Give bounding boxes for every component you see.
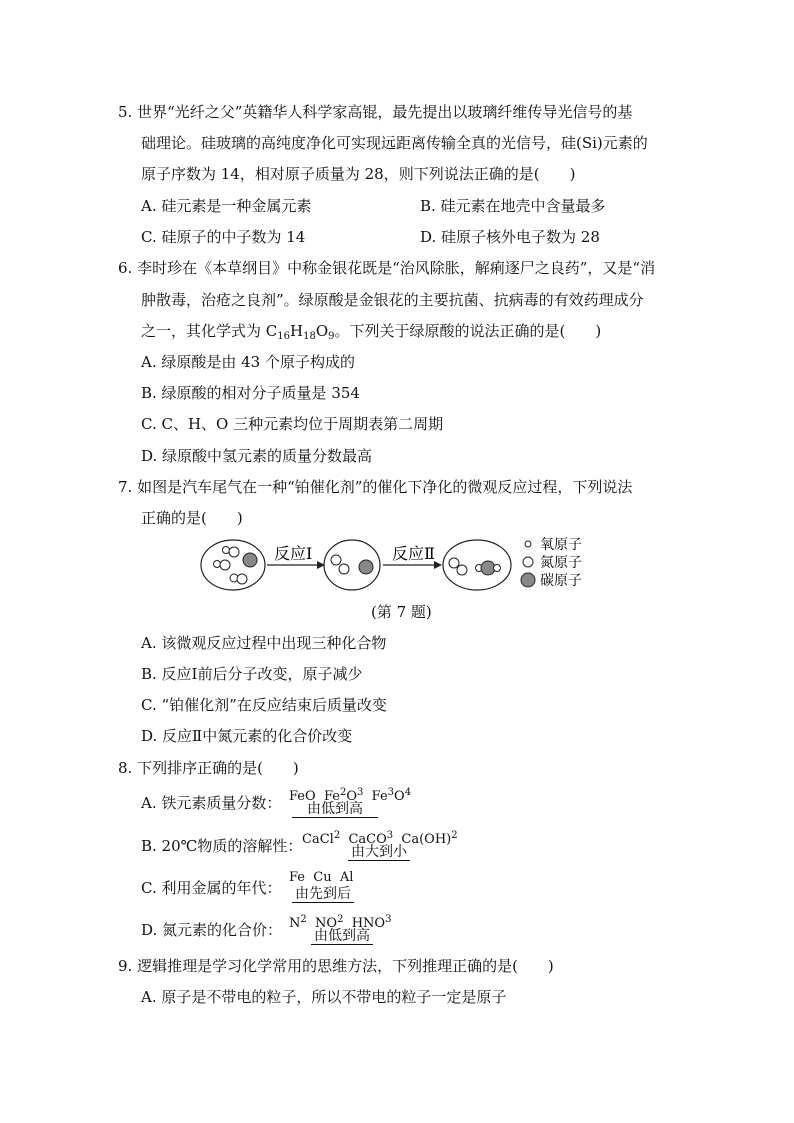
q8-option-b-label[interactable]: B. 20℃物质的溶解性： xyxy=(141,837,303,855)
q6-stem-line2: 肿散毒，治疮之良剂”。绿原酸是金银花的主要抗菌、抗病毒的有效药理成分 xyxy=(141,291,644,309)
q5-option-a[interactable]: A. 硅元素是一种金属元素 xyxy=(141,197,312,215)
nitrogen-atom xyxy=(449,558,459,568)
q8-option-b-formulas: CaCl$^2$ CaCO$^3$ Ca(OH)$^2$ xyxy=(302,830,458,847)
oxygen-atom xyxy=(214,561,221,568)
q9-option-a[interactable]: A. 原子是不带电的粒子，所以不带电的粒子一定是原子 xyxy=(141,988,507,1006)
q8-option-c-order: 由先到后 xyxy=(292,886,354,903)
nitrogen-atom xyxy=(457,565,467,575)
q7-figure-caption: (第 7 题) xyxy=(371,603,432,621)
q6-option-c[interactable]: C. C、H、O 三种元素均位于周期表第二周期 xyxy=(141,415,444,433)
q5-stem-line3: 原子序数为 14，相对原子质量为 28，则下列说法正确的是( ) xyxy=(141,165,576,183)
q8-option-d-formulas: $N^2$ $NO^2$ HNO$^3$ xyxy=(289,914,392,931)
legend-oxygen-label: 氧原子 xyxy=(540,537,582,553)
q8-option-d-label[interactable]: D. 氮元素的化合价： xyxy=(141,921,283,939)
arrow-2-label: 反应Ⅱ xyxy=(392,544,435,563)
legend-nitrogen-label: 氮原子 xyxy=(540,555,582,571)
q7-option-a[interactable]: A. 该微观反应过程中出现三种化合物 xyxy=(141,634,387,652)
nitrogen-atom xyxy=(237,574,247,584)
legend-nitrogen-marker xyxy=(523,557,533,567)
q8-option-a-label[interactable]: A. 铁元素质量分数： xyxy=(141,794,282,812)
oxygen-atom xyxy=(223,547,230,554)
q7-option-c[interactable]: C. “铂催化剂”在反应结束后质量改变 xyxy=(141,696,387,714)
q8-option-d-order: 由低到高 xyxy=(311,928,373,945)
nitrogen-atom xyxy=(220,560,230,570)
q5-option-c[interactable]: C. 硅原子的中子数为 14 xyxy=(141,228,306,246)
q8-stem: 8. 下列排序正确的是( ) xyxy=(118,759,299,777)
q6-stem-line3: 之一，其化学式为 $C_{16}H_{18}O_9$。下列关于绿原酸的说法正确的是( ) xyxy=(141,322,602,342)
carbon-atom xyxy=(359,560,373,574)
q8-option-a-formulas: FeO $Fe^2O^3$ $Fe^3O^4$ xyxy=(289,787,412,804)
q8-option-c-label[interactable]: C. 利用金属的年代： xyxy=(141,879,282,897)
q6-option-d[interactable]: D. 绿原酸中氢元素的质量分数最高 xyxy=(141,447,373,465)
legend-carbon-marker xyxy=(521,573,535,587)
q8-option-c-formulas: Fe Cu Al xyxy=(289,870,354,885)
carbon-atom xyxy=(481,561,495,575)
arrowhead-2 xyxy=(434,561,442,569)
legend-oxygen-marker xyxy=(525,541,531,547)
q6-option-b[interactable]: B. 绿原酸的相对分子质量是 354 xyxy=(141,384,360,402)
q6-stem-line1: 6. 李时珍在《本草纲目》中称金银花既是“治风除胀，解痢逐尸之良药”，又是“消 xyxy=(118,259,656,277)
q7-stem-line1: 7. 如图是汽车尾气在一种“铂催化剂”的催化下净化的微观反应过程，下列说法 xyxy=(118,478,633,496)
q5-stem-line1: 5. 世界“光纤之父”英籍华人科学家高锟，最先提出以玻璃纤维传导光信号的基 xyxy=(118,103,633,121)
q5-option-b[interactable]: B. 硅元素在地壳中含量最多 xyxy=(420,197,606,215)
q5-option-d[interactable]: D. 硅原子核外电子数为 28 xyxy=(420,228,600,246)
q8-option-b-order: 由大到小 xyxy=(348,844,410,861)
legend-carbon-label: 碳原子 xyxy=(540,573,582,589)
carbon-atom xyxy=(243,553,257,567)
q7-option-b[interactable]: B. 反应Ⅰ前后分子改变，原子减少 xyxy=(141,665,363,683)
q7-option-d[interactable]: D. 反应Ⅱ中氮元素的化合价改变 xyxy=(141,727,353,745)
arrow-1-label: 反应Ⅰ xyxy=(274,544,313,563)
q7-reaction-diagram xyxy=(198,533,598,593)
nitrogen-atom xyxy=(229,547,239,557)
nitrogen-atom xyxy=(339,564,349,574)
q6-option-a[interactable]: A. 绿原酸是由 43 个原子构成的 xyxy=(141,353,355,371)
oxygen-atom xyxy=(494,565,501,572)
nitrogen-atom xyxy=(331,555,341,565)
q9-stem: 9. 逻辑推理是学习化学常用的思维方法，下列推理正确的是( ) xyxy=(118,957,554,975)
q7-stem-line2: 正确的是( ) xyxy=(141,509,243,527)
q5-stem-line2: 础理论。硅玻璃的高纯度净化可实现远距离传输全真的光信号，硅(Si)元素的 xyxy=(141,134,648,152)
q8-option-a-order: 由低到高 xyxy=(292,801,378,818)
